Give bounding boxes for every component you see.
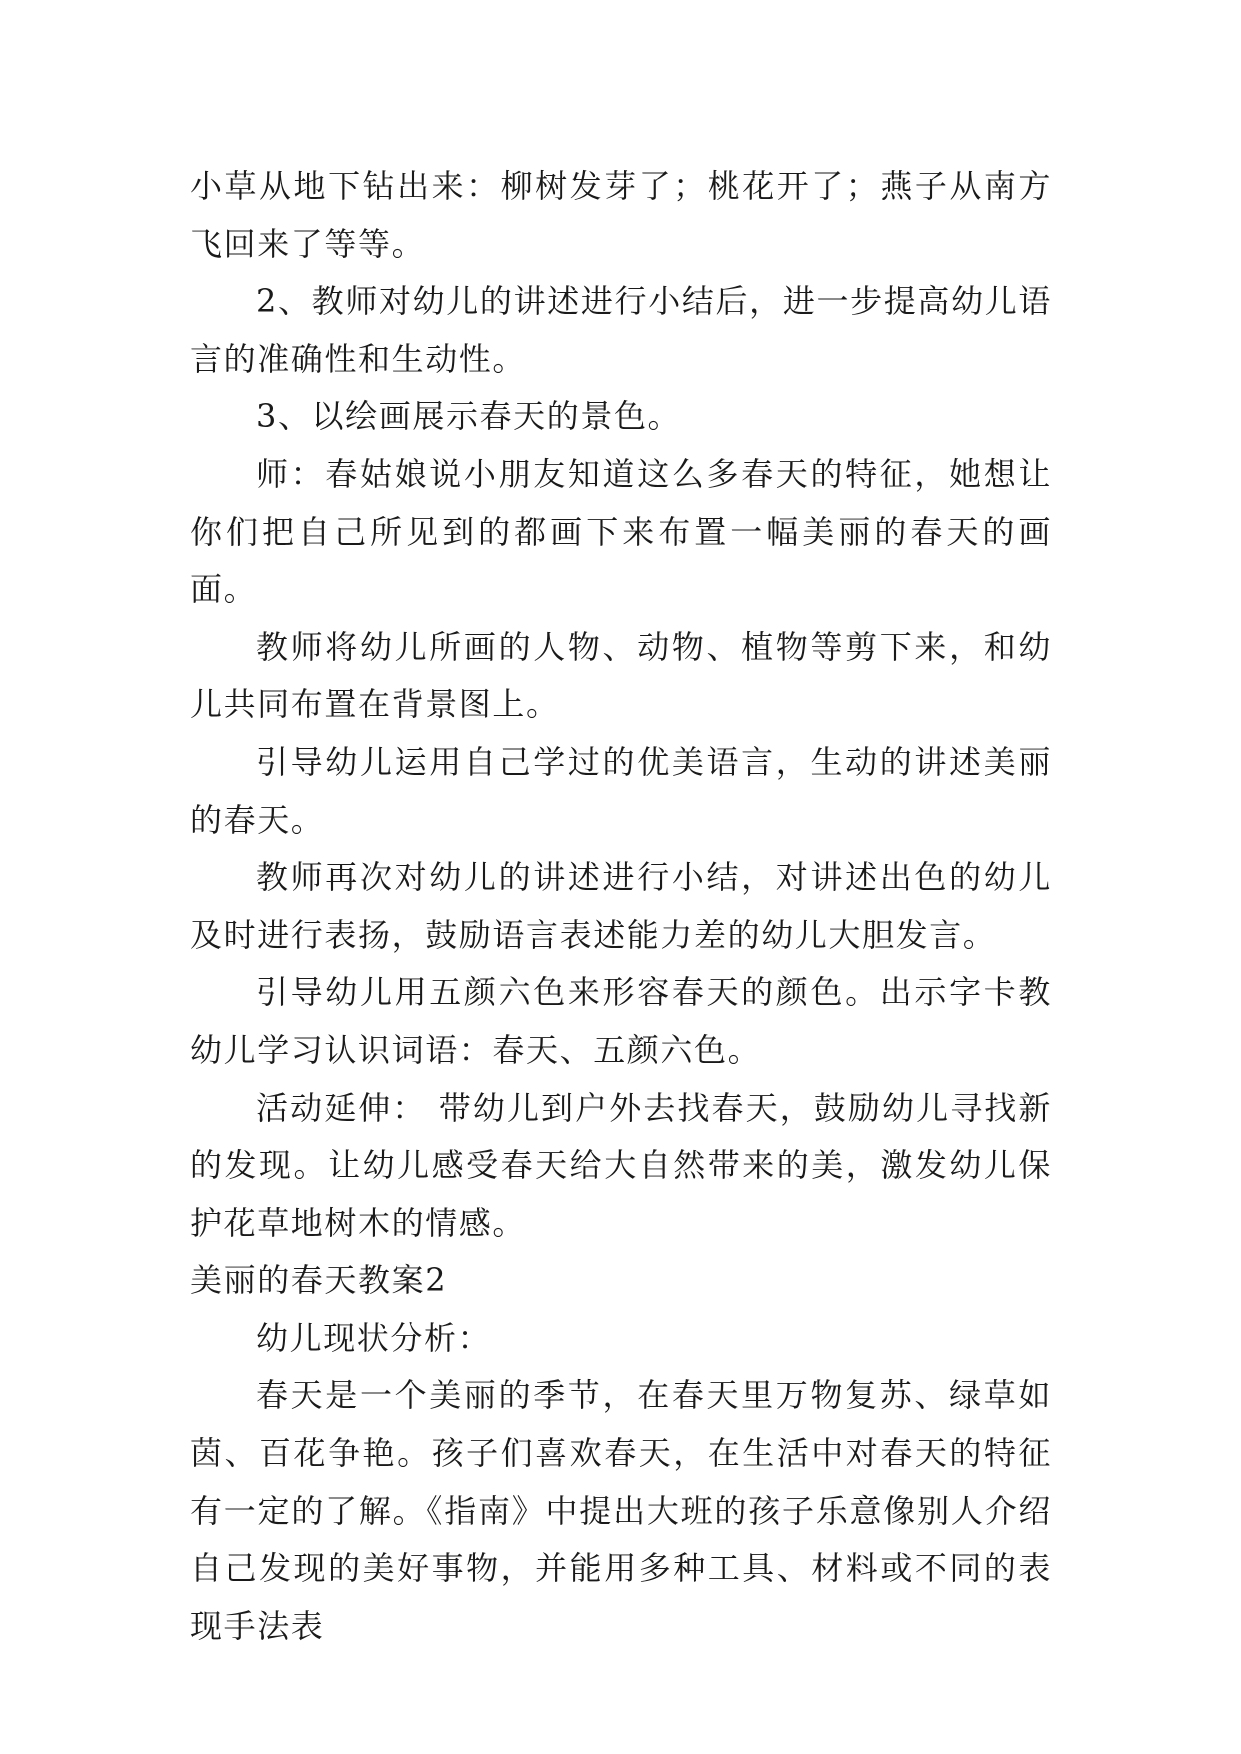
paragraph: 教师再次对幼儿的讲述进行小结，对讲述出色的幼儿及时进行表扬，鼓励语言表述能力差的幼儿大胆发言。 bbox=[190, 858, 1052, 954]
paragraph: 教师将幼儿所画的人物、动物、植物等剪下来，和幼儿共同布置在背景图上。 bbox=[190, 627, 1052, 724]
section-heading: 美丽的春天教案2 bbox=[190, 1261, 448, 1300]
paragraph: 2、教师对幼儿的讲述进行小结后，进一步提高幼儿语言的准确性和生动性。 bbox=[190, 282, 1052, 378]
paragraph: 引导幼儿运用自己学过的优美语言，生动的讲述美丽的春天。 bbox=[190, 742, 1052, 839]
document-body bbox=[190, 158, 1052, 1655]
paragraph: 3、以绘画展示春天的景色。 bbox=[256, 397, 682, 436]
paragraph: 引导幼儿用五颜六色来形容春天的颜色。出示字卡教幼儿学习认识词语：春天、五颜六色。 bbox=[190, 973, 1052, 1069]
paragraph: 小草从地下钻出来：柳树发芽了；桃花开了；燕子从南方飞回来了等等。 bbox=[190, 167, 1052, 263]
paragraph: 活动延伸： 带幼儿到户外去找春天，鼓励幼儿寻找新的发现。让幼儿感受春天给大自然带来的美，激发幼儿保护花草地树木的情感。 bbox=[190, 1088, 1052, 1242]
paragraph: 师：春姑娘说小朋友知道这么多春天的特征，她想让你们把自己所见到的都画下来布置一幅美丽的春天的画面。 bbox=[190, 454, 1052, 609]
paragraph: 幼儿现状分析： bbox=[256, 1318, 492, 1357]
paragraph: 春天是一个美丽的季节，在春天里万物复苏、绿草如茵、百花争艳。孩子们喜欢春天，在生活中对春天的特征有一定的了解。《指南》中提出大班的孩子乐意像别人介绍自己发现的美好事物，并能用多种工具、材料或不同的表现手法表 bbox=[190, 1376, 1052, 1645]
